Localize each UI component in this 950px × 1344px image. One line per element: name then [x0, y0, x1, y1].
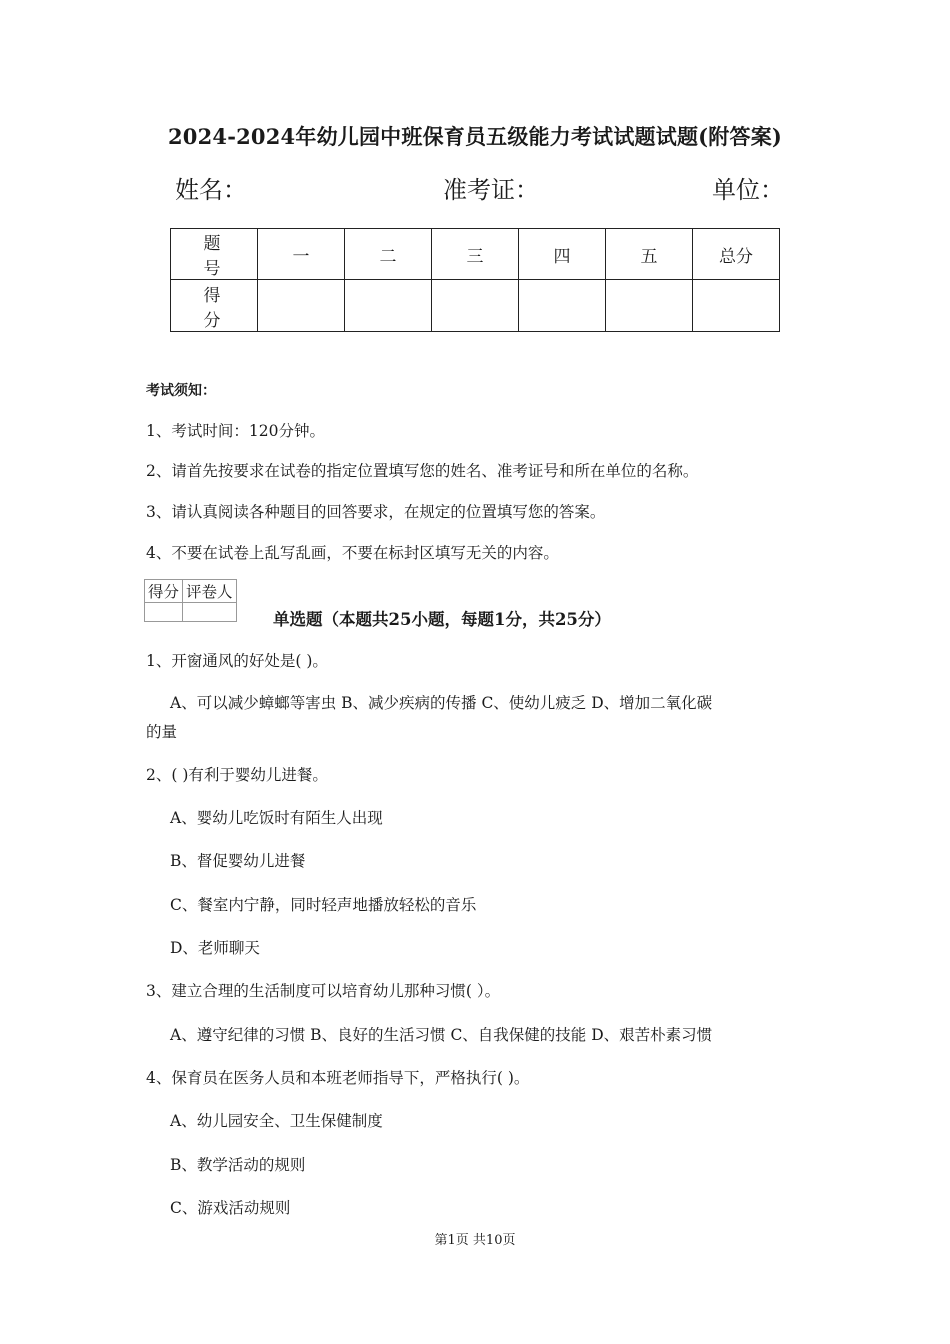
notice-heading: 考试须知：: [146, 383, 216, 399]
question-stem: 1、开窗通风的好处是( )。: [146, 652, 328, 670]
notice-item: 2、请首先按要求在试卷的指定位置填写您的姓名、准考证号和所在单位的名称。: [146, 462, 699, 480]
question-options: A、遵守纪律的习惯 B、良好的生活习惯 C、自我保健的技能 D、艰苦朴素习惯: [170, 1026, 713, 1044]
grader-name-label: 评卷人: [183, 580, 237, 603]
score-table-col-4: 四: [519, 229, 606, 280]
score-cell[interactable]: [519, 280, 606, 332]
score-table-col-total: 总分: [693, 229, 780, 280]
score-cell[interactable]: [345, 280, 432, 332]
score-table-col-3: 三: [432, 229, 519, 280]
question-option: D、老师聊天: [170, 939, 260, 957]
grader-score-label: 得分: [145, 580, 183, 603]
score-cell[interactable]: [432, 280, 519, 332]
notice-item: 1、考试时间：120分钟。: [146, 422, 325, 440]
score-cell[interactable]: [606, 280, 693, 332]
name-label: 姓名：: [175, 176, 247, 204]
page-footer: 第1页 共10页: [434, 1233, 516, 1248]
notice-item: 4、不要在试卷上乱写乱画，不要在标封区填写无关的内容。: [146, 544, 559, 562]
question-options: A、可以减少蟑螂等害虫 B、减少疾病的传播 C、使幼儿疲乏 D、增加二氧化碳: [170, 694, 713, 712]
score-table-col-5: 五: [606, 229, 693, 280]
score-table-header-label: 题 号: [171, 229, 258, 280]
score-table-col-1: 一: [258, 229, 345, 280]
question-stem: 4、保育员在医务人员和本班老师指导下，严格执行( )。: [146, 1069, 530, 1087]
question-options-continued: 的量: [146, 723, 178, 741]
score-table: [170, 228, 780, 332]
question-option: C、餐室内宁静，同时轻声地播放轻松的音乐: [170, 896, 477, 914]
grader-box: [144, 579, 237, 622]
question-option: C、游戏活动规则: [170, 1199, 291, 1217]
grader-score-cell[interactable]: [145, 603, 183, 622]
score-table-col-2: 二: [345, 229, 432, 280]
grader-name-cell[interactable]: [183, 603, 237, 622]
score-table-score-label: 得 分: [171, 280, 258, 332]
score-cell[interactable]: [258, 280, 345, 332]
notice-item: 3、请认真阅读各种题目的回答要求，在规定的位置填写您的答案。: [146, 503, 606, 521]
question-option: B、教学活动的规则: [170, 1156, 306, 1174]
section-heading: 单选题（本题共25小题，每题1分，共25分）: [273, 610, 611, 629]
question-option: B、督促婴幼儿进餐: [170, 852, 306, 870]
document-title: 2024-2024年幼儿园中班保育员五级能力考试试题试题(附答案): [167, 124, 783, 149]
exam-id-label: 准考证：: [443, 176, 539, 204]
question-stem: 3、建立合理的生活制度可以培育幼儿那种习惯( ）。: [146, 982, 501, 1000]
question-stem: 2、( )有利于婴幼儿进餐。: [146, 766, 328, 784]
question-option: A、幼儿园安全、卫生保健制度: [170, 1112, 383, 1130]
question-option: A、婴幼儿吃饭时有陌生人出现: [170, 809, 383, 827]
unit-label: 单位：: [712, 176, 784, 204]
score-cell[interactable]: [693, 280, 780, 332]
